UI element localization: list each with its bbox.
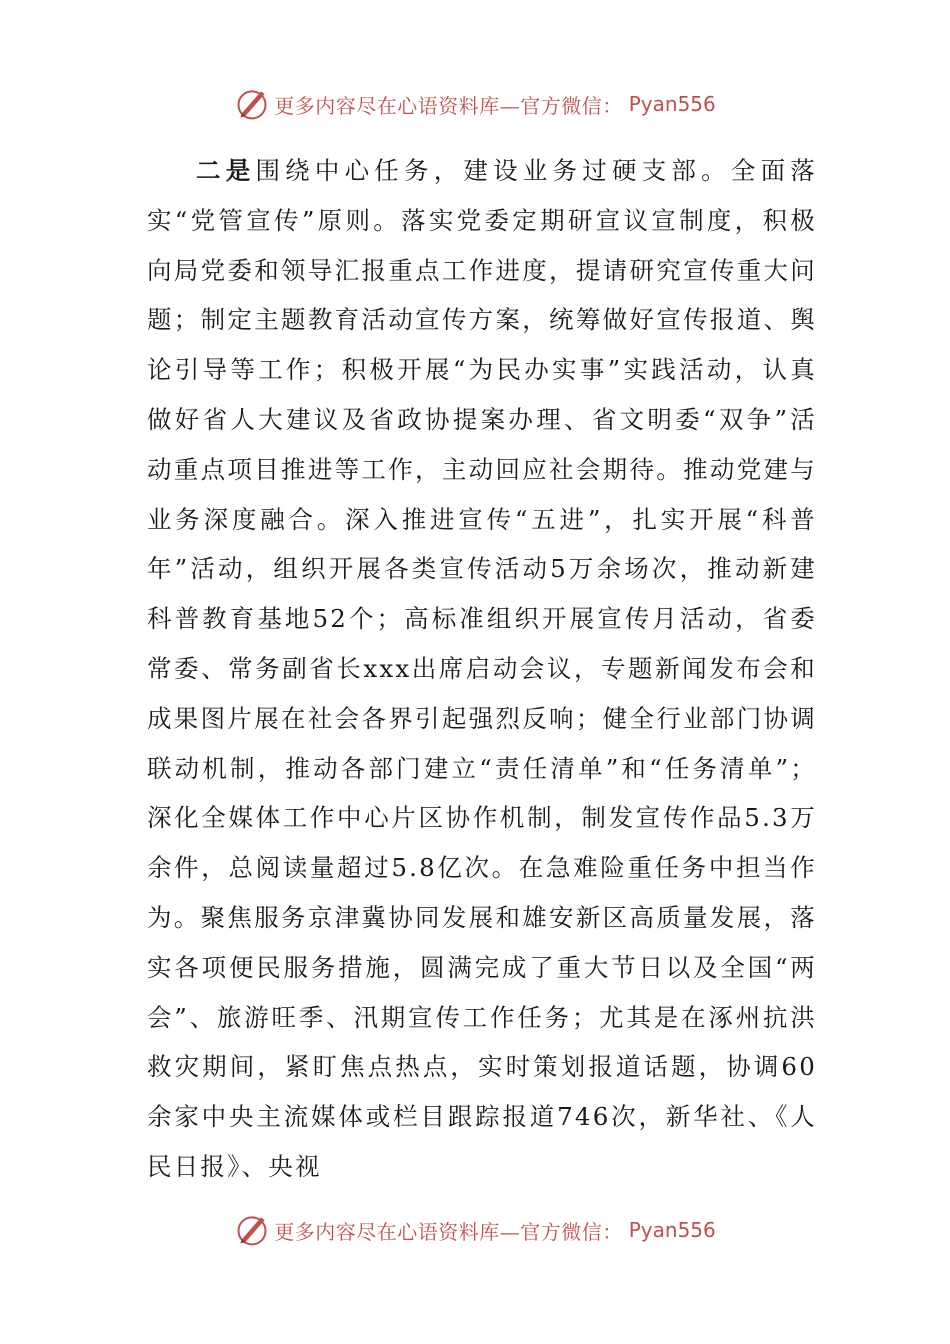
watermark-wechat-id: Pyan556 [628, 1218, 716, 1242]
header-watermark [0, 82, 950, 126]
watermark-text: 更多内容尽在心语资料库—官方微信： [274, 1219, 623, 1244]
paragraph-body: 围绕中心任务，建设业务过硬支部。全面落实“党管宣传”原则。落实党委定期研宣议宣制度，积极向局党委和领导汇报重点工作进度，提请研究宣传重大问题；制定主题教育活动宣传方案，统筹做好宣传报道、舆论引导等工作；积极开展“为民办实事”实践活动，认真做好省人大建议及省政协提案办理、省文明委“双争”活动重点项目推进等工作，主动回应社会期待。推动党建与业务深度融合。深入推进宣传“五进”，扎实开展“科普年”活动，组织开展各类宣传活动5万余场次，推动新建科普教育基地52个；高标准组织开展宣传月活动，省委常委、常务副省长xxx出席启动会议，专题新闻发布会和成果图片展在社会各界引起强烈反响；健全行业部门协调联动机制，推动各部门建立“责任清单”和“任务清单”；深化全媒体工作中心片区协作机制，制发宣传作品5.3万余件，总阅读量超过5.8亿次。在急难险重任务中担当作为。聚焦服务京津冀协同发展和雄安新区高质量发展，落实各项便民服务措施，圆满完成了重大节日以及全国“两会”、旅游旺季、汛期宣传工作任务；尤其是在涿州抗洪救灾期间，紧盯焦点热点，实时策划报道话题，协调60余家中央主流媒体或栏目跟踪报道746次，新华社、《人民日报》、央视 [147, 156, 817, 1181]
body-paragraph [147, 146, 817, 1192]
pen-circle-icon [234, 1212, 270, 1248]
watermark-wechat-id: Pyan556 [628, 92, 716, 116]
watermark-text: 更多内容尽在心语资料库—官方微信： [274, 93, 623, 118]
footer-watermark [0, 1208, 950, 1252]
paragraph-lead: 二是 [196, 156, 256, 185]
pen-circle-icon [234, 86, 270, 122]
